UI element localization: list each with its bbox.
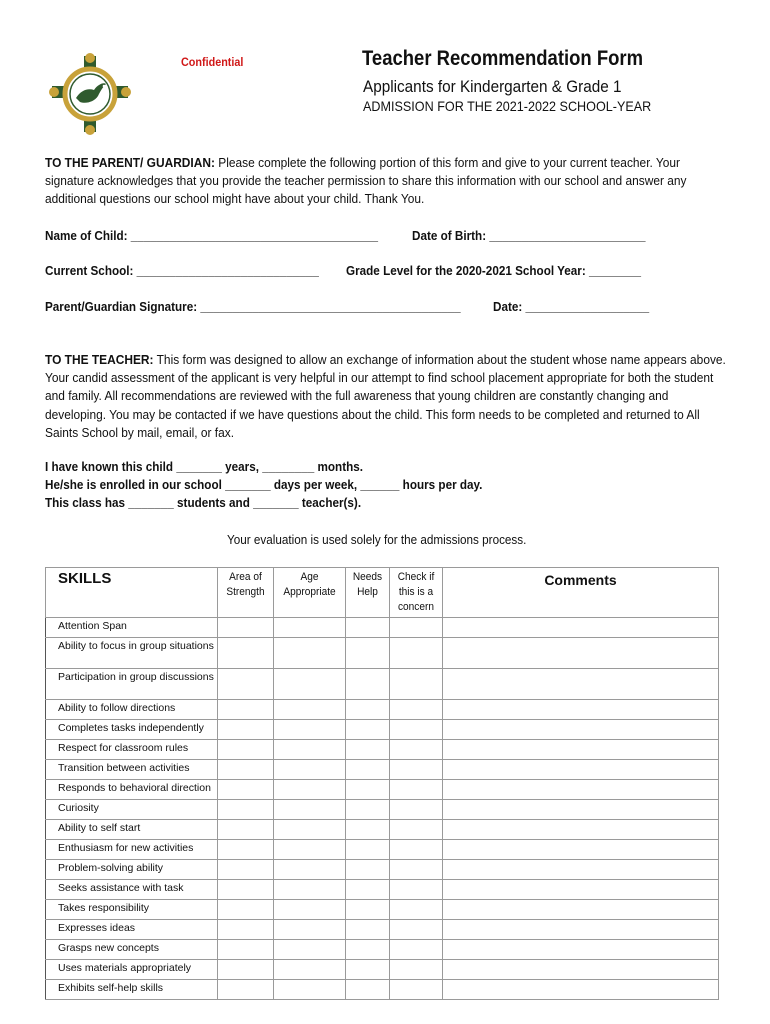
table-row [46, 638, 719, 669]
comments-cell[interactable] [443, 800, 719, 820]
table-row [46, 669, 719, 700]
strength-cell[interactable] [218, 760, 274, 780]
comments-cell[interactable] [443, 669, 719, 700]
concern-cell[interactable] [390, 618, 443, 638]
age-appropriate-cell[interactable] [274, 960, 346, 980]
age-appropriate-cell[interactable] [274, 860, 346, 880]
current-school-field[interactable]: Current School: ____________________________ [45, 263, 319, 278]
teacher-instructions-lead: TO THE TEACHER: [45, 352, 154, 367]
concern-header: Check if this is a concern [390, 568, 443, 618]
parent-instructions-body: Please complete the following portion of this form and give to your current teacher. Your signature acknowledges that you provide the teacher permission to share this information with our school and answer any additional questions our school might have about your child. Thank You. [45, 155, 687, 207]
comments-cell[interactable] [443, 638, 719, 669]
needs-help-cell[interactable] [346, 820, 390, 840]
age-appropriate-cell[interactable] [274, 780, 346, 800]
table-row [46, 960, 719, 980]
table-row [46, 800, 719, 820]
admission-year: ADMISSION FOR THE 2021-2022 SCHOOL-YEAR [363, 98, 652, 114]
strength-cell[interactable] [218, 920, 274, 940]
strength-cell[interactable] [218, 720, 274, 740]
comments-cell[interactable] [443, 860, 719, 880]
comments-cell[interactable] [443, 740, 719, 760]
known-duration-field[interactable]: I have known this child _______ years, ________ months. [45, 459, 364, 474]
skill-label: Respect for classroom rules [46, 740, 218, 760]
needs-help-cell[interactable] [346, 940, 390, 960]
needs-help-cell[interactable] [346, 780, 390, 800]
date-of-birth-field[interactable]: Date of Birth: ________________________ [412, 228, 646, 243]
comments-cell[interactable] [443, 820, 719, 840]
comments-cell[interactable] [443, 840, 719, 860]
skills-table [45, 567, 719, 1000]
table-row [46, 900, 719, 920]
skill-label: Curiosity [46, 800, 218, 820]
skill-label: Participation in group discussions [46, 669, 218, 700]
guardian-signature-field[interactable]: Parent/Guardian Signature: ________________________________________ [45, 299, 461, 314]
age-appropriate-cell[interactable] [274, 669, 346, 700]
form-title: Teacher Recommendation Form [362, 47, 644, 70]
age-appropriate-cell[interactable] [274, 638, 346, 669]
skill-label: Takes responsibility [46, 900, 218, 920]
comments-cell[interactable] [443, 980, 719, 1000]
needs-help-cell[interactable] [346, 860, 390, 880]
comments-cell[interactable] [443, 920, 719, 940]
class-size-field[interactable]: This class has _______ students and _______ teacher(s). [45, 495, 362, 510]
concern-cell[interactable] [390, 669, 443, 700]
skill-label: Responds to behavioral direction [46, 780, 218, 800]
comments-cell[interactable] [443, 700, 719, 720]
strength-cell[interactable] [218, 980, 274, 1000]
age-appropriate-cell[interactable] [274, 700, 346, 720]
table-row [46, 760, 719, 780]
concern-cell[interactable] [390, 780, 443, 800]
skill-label: Seeks assistance with task [46, 880, 218, 900]
age-appropriate-cell[interactable] [274, 920, 346, 940]
evaluation-note: Your evaluation is used solely for the admissions process. [227, 532, 527, 547]
strength-cell[interactable] [218, 800, 274, 820]
comments-cell[interactable] [443, 618, 719, 638]
skill-label: Grasps new concepts [46, 940, 218, 960]
skill-label: Enthusiasm for new activities [46, 840, 218, 860]
skill-label: Transition between activities [46, 760, 218, 780]
skill-label: Ability to self start [46, 820, 218, 840]
strength-cell[interactable] [218, 638, 274, 669]
table-row [46, 860, 719, 880]
strength-cell[interactable] [218, 840, 274, 860]
table-row [46, 780, 719, 800]
strength-cell[interactable] [218, 960, 274, 980]
strength-cell[interactable] [218, 900, 274, 920]
age-appropriate-cell[interactable] [274, 800, 346, 820]
concern-cell[interactable] [390, 880, 443, 900]
concern-cell[interactable] [390, 980, 443, 1000]
table-row [46, 920, 719, 940]
concern-cell[interactable] [390, 638, 443, 669]
needs-help-cell[interactable] [346, 960, 390, 980]
needs-help-cell[interactable] [346, 760, 390, 780]
concern-cell[interactable] [390, 860, 443, 880]
age-appropriate-cell[interactable] [274, 820, 346, 840]
age-appropriate-cell[interactable] [274, 900, 346, 920]
all-saints-crest-icon [48, 50, 132, 138]
strength-cell[interactable] [218, 860, 274, 880]
age-appropriate-cell[interactable] [274, 980, 346, 1000]
skill-label: Problem-solving ability [46, 860, 218, 880]
concern-cell[interactable] [390, 720, 443, 740]
parent-instructions-lead: TO THE PARENT/ GUARDIAN: [45, 155, 215, 170]
enrollment-schedule-field[interactable]: He/she is enrolled in our school _______ days per week, ______ hours per day. [45, 477, 483, 492]
comments-cell[interactable] [443, 720, 719, 740]
concern-cell[interactable] [390, 800, 443, 820]
needs-help-cell[interactable] [346, 638, 390, 669]
needs-help-cell[interactable] [346, 900, 390, 920]
needs-help-header: Needs Help [346, 568, 390, 618]
parent-instructions [45, 154, 728, 209]
table-row [46, 618, 719, 638]
needs-help-cell[interactable] [346, 880, 390, 900]
comments-cell[interactable] [443, 940, 719, 960]
table-row [46, 700, 719, 720]
form-subtitle: Applicants for Kindergarten & Grade 1 [363, 77, 622, 96]
needs-help-cell[interactable] [346, 669, 390, 700]
concern-cell[interactable] [390, 820, 443, 840]
table-row [46, 980, 719, 1000]
table-row [46, 840, 719, 860]
table-row [46, 740, 719, 760]
age-appropriate-cell[interactable] [274, 880, 346, 900]
table-row [46, 940, 719, 960]
age-appropriate-cell[interactable] [274, 840, 346, 860]
child-name-field[interactable]: Name of Child: ______________________________________ [45, 228, 379, 243]
age-appropriate-header: Age Appropriate [274, 568, 346, 618]
skill-label: Ability to follow directions [46, 700, 218, 720]
table-row [46, 720, 719, 740]
skills-table-header [46, 568, 719, 618]
needs-help-cell[interactable] [346, 920, 390, 940]
teacher-instructions [45, 351, 728, 442]
comments-cell[interactable] [443, 880, 719, 900]
concern-cell[interactable] [390, 700, 443, 720]
grade-level-field[interactable]: Grade Level for the 2020-2021 School Year: ________ [346, 263, 642, 278]
comments-cell[interactable] [443, 760, 719, 780]
skill-label: Exhibits self-help skills [46, 980, 218, 1000]
comments-cell[interactable] [443, 960, 719, 980]
strength-cell[interactable] [218, 669, 274, 700]
skill-label: Ability to focus in group situations [46, 638, 218, 669]
signature-date-field[interactable]: Date: ___________________ [493, 299, 650, 314]
concern-cell[interactable] [390, 920, 443, 940]
concern-cell[interactable] [390, 760, 443, 780]
concern-cell[interactable] [390, 740, 443, 760]
strength-cell[interactable] [218, 618, 274, 638]
skill-label: Uses materials appropriately [46, 960, 218, 980]
strength-cell[interactable] [218, 820, 274, 840]
concern-cell[interactable] [390, 940, 443, 960]
age-appropriate-cell[interactable] [274, 618, 346, 638]
strength-cell[interactable] [218, 780, 274, 800]
skill-label: Attention Span [46, 618, 218, 638]
age-appropriate-cell[interactable] [274, 720, 346, 740]
needs-help-cell[interactable] [346, 720, 390, 740]
age-appropriate-cell[interactable] [274, 760, 346, 780]
comments-header: Comments [443, 568, 719, 618]
comments-cell[interactable] [443, 900, 719, 920]
skill-label: Completes tasks independently [46, 720, 218, 740]
strength-cell[interactable] [218, 740, 274, 760]
skills-header: SKILLS [46, 568, 218, 618]
needs-help-cell[interactable] [346, 700, 390, 720]
table-row [46, 880, 719, 900]
concern-cell[interactable] [390, 900, 443, 920]
needs-help-cell[interactable] [346, 980, 390, 1000]
needs-help-cell[interactable] [346, 618, 390, 638]
skill-label: Expresses ideas [46, 920, 218, 940]
needs-help-cell[interactable] [346, 800, 390, 820]
age-appropriate-cell[interactable] [274, 740, 346, 760]
age-appropriate-cell[interactable] [274, 940, 346, 960]
teacher-instructions-body: This form was designed to allow an exchange of information about the student whose name appears above. Your candid assessment of the applicant is very helpful in our attempt to find school placement appropriate for both the student and family. All recommendations are reviewed with the full awareness that young children are constantly changing and developing. You may be contacted if we have questions about the child. This form needs to be completed and returned to All Saints School by mail, email, or fax. [45, 352, 726, 440]
concern-cell[interactable] [390, 960, 443, 980]
comments-cell[interactable] [443, 780, 719, 800]
table-row [46, 820, 719, 840]
strength-cell[interactable] [218, 880, 274, 900]
confidential-label: Confidential [181, 55, 244, 69]
strength-header: Area of Strength [218, 568, 274, 618]
strength-cell[interactable] [218, 700, 274, 720]
needs-help-cell[interactable] [346, 840, 390, 860]
needs-help-cell[interactable] [346, 740, 390, 760]
strength-cell[interactable] [218, 940, 274, 960]
concern-cell[interactable] [390, 840, 443, 860]
